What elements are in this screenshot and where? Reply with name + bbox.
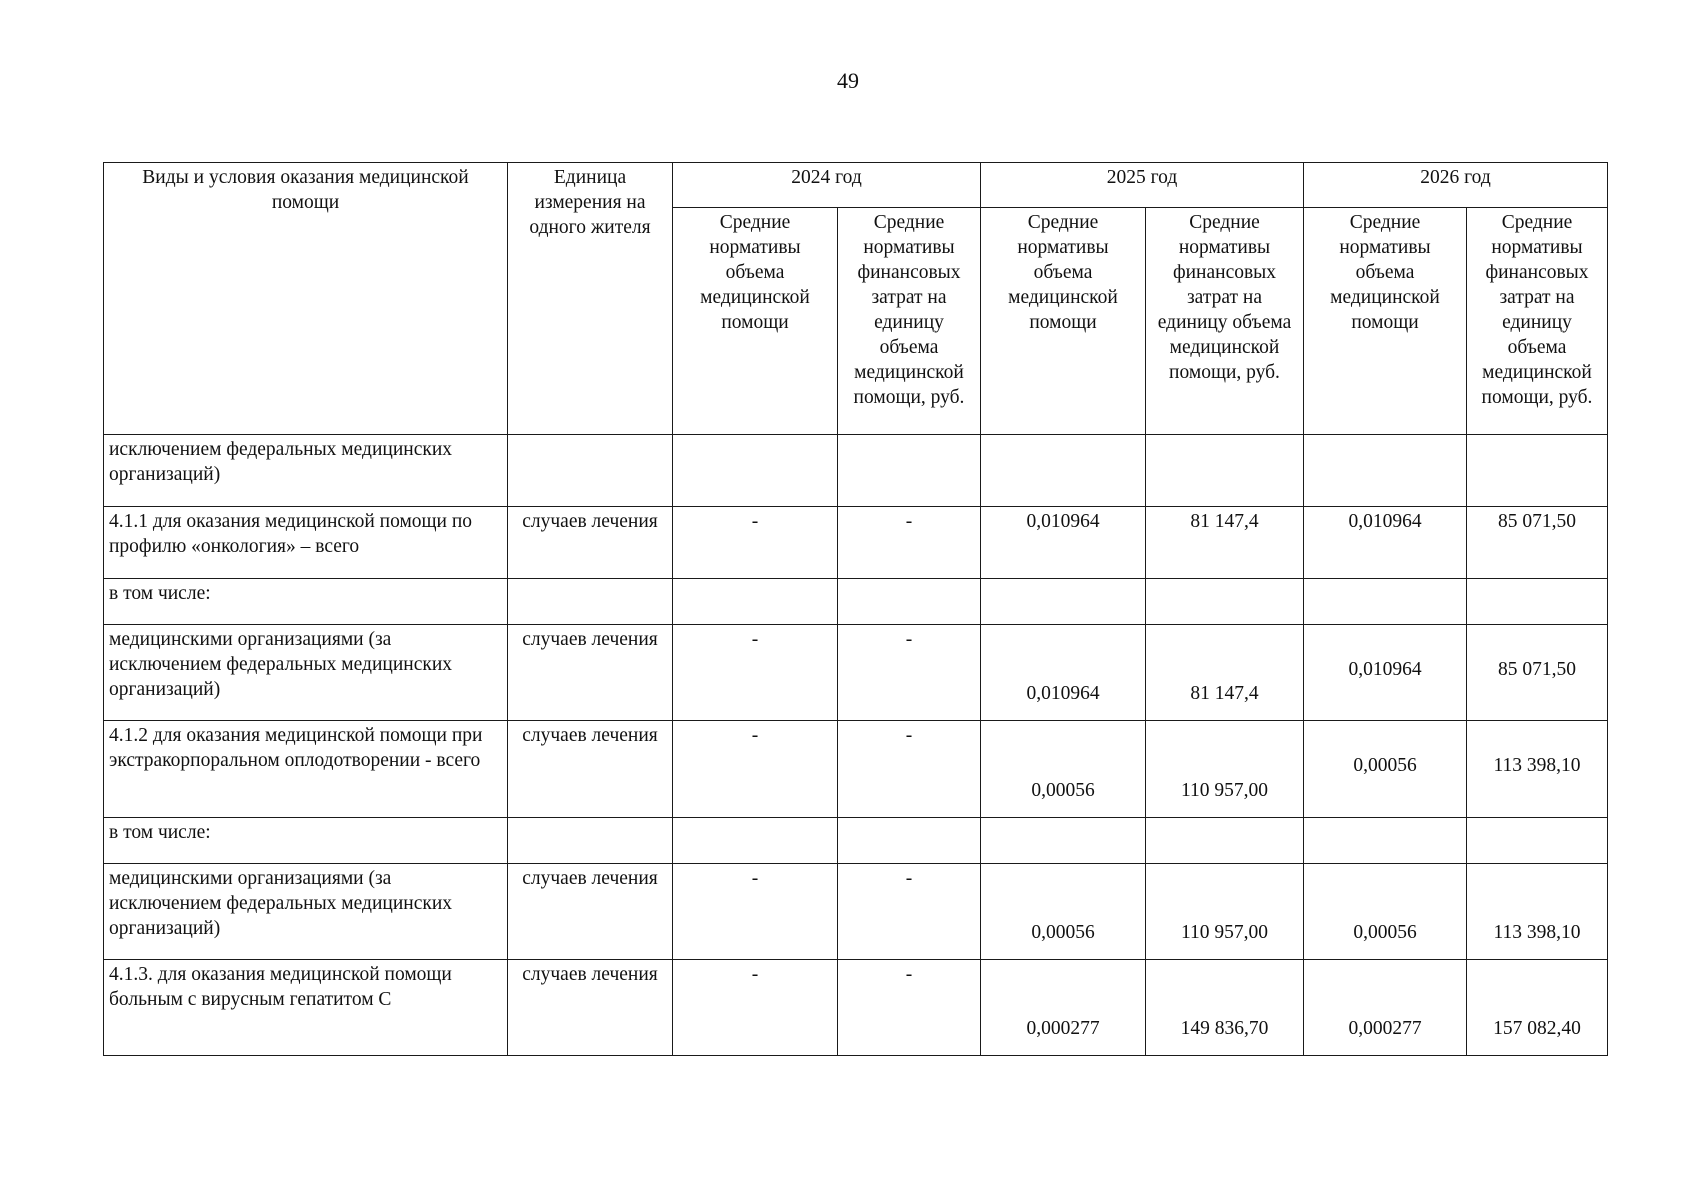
cost-2024: - <box>838 960 981 1056</box>
row-unit <box>508 818 673 864</box>
volume-2024: - <box>673 960 838 1056</box>
cost-2026 <box>1467 579 1608 625</box>
volume-2024: - <box>673 864 838 960</box>
volume-2024 <box>673 579 838 625</box>
cost-2025 <box>1146 818 1304 864</box>
cost-2026 <box>1467 435 1608 507</box>
header-volume-2026: Средние нормативы объема медицинской помощи <box>1304 208 1467 435</box>
volume-2026 <box>1304 818 1467 864</box>
row-name: в том числе: <box>104 818 508 864</box>
row-name: 4.1.1 для оказания медицинской помощи по профилю «онкология» – всего <box>104 507 508 579</box>
header-year-2024: 2024 год <box>673 163 981 208</box>
norms-table <box>103 162 1608 1056</box>
volume-2026 <box>1304 435 1467 507</box>
row-unit <box>508 435 673 507</box>
volume-2025 <box>981 579 1146 625</box>
row-name: исключением федеральных медицинских организаций) <box>104 435 508 507</box>
cost-2025: 81 147,4 <box>1146 625 1304 721</box>
volume-2025: 0,00056 <box>981 721 1146 818</box>
volume-2024 <box>673 818 838 864</box>
table-row <box>104 960 1608 1056</box>
cost-2024: - <box>838 721 981 818</box>
cost-2024: - <box>838 864 981 960</box>
volume-2025: 0,000277 <box>981 960 1146 1056</box>
volume-2025: 0,010964 <box>981 625 1146 721</box>
cost-2026 <box>1467 818 1608 864</box>
row-unit: случаев лечения <box>508 507 673 579</box>
row-name: медицинскими организациями (за исключением федеральных медицинских организаций) <box>104 625 508 721</box>
cost-2025 <box>1146 579 1304 625</box>
header-unit: Единица измерения на одного жителя <box>508 163 673 435</box>
volume-2026: 0,010964 <box>1304 625 1467 721</box>
volume-2026: 0,00056 <box>1304 721 1467 818</box>
cost-2026: 157 082,40 <box>1467 960 1608 1056</box>
cost-2024: - <box>838 507 981 579</box>
row-unit <box>508 579 673 625</box>
row-name: 4.1.3. для оказания медицинской помощи больным с вирусным гепатитом С <box>104 960 508 1056</box>
header-cost-2026: Средние нормативы финансовых затрат на единицу объема медицинской помощи, руб. <box>1467 208 1608 435</box>
volume-2024: - <box>673 507 838 579</box>
volume-2024: - <box>673 625 838 721</box>
header-year-2026: 2026 год <box>1304 163 1608 208</box>
cost-2026: 113 398,10 <box>1467 721 1608 818</box>
volume-2026 <box>1304 579 1467 625</box>
header-name: Виды и условия оказания медицинской помощи <box>104 163 508 435</box>
volume-2025 <box>981 435 1146 507</box>
row-unit: случаев лечения <box>508 625 673 721</box>
table-row <box>104 507 1608 579</box>
header-volume-2025: Средние нормативы объема медицинской помощи <box>981 208 1146 435</box>
header-cost-2024: Средние нормативы финансовых затрат на единицу объема медицинской помощи, руб. <box>838 208 981 435</box>
volume-2026: 0,000277 <box>1304 960 1467 1056</box>
cost-2026: 85 071,50 <box>1467 507 1608 579</box>
table-row <box>104 625 1608 721</box>
row-name: в том числе: <box>104 579 508 625</box>
cost-2025: 149 836,70 <box>1146 960 1304 1056</box>
header-row-years <box>104 163 1608 208</box>
table-row <box>104 435 1608 507</box>
header-year-2025: 2025 год <box>981 163 1304 208</box>
cost-2025 <box>1146 435 1304 507</box>
cost-2024 <box>838 818 981 864</box>
cost-2026: 85 071,50 <box>1467 625 1608 721</box>
row-name: медицинскими организациями (за исключением федеральных медицинских организаций) <box>104 864 508 960</box>
cost-2025: 110 957,00 <box>1146 721 1304 818</box>
table-row <box>104 864 1608 960</box>
volume-2026: 0,00056 <box>1304 864 1467 960</box>
row-unit: случаев лечения <box>508 721 673 818</box>
page-number: 49 <box>837 68 859 93</box>
volume-2024 <box>673 435 838 507</box>
cost-2024 <box>838 579 981 625</box>
cost-2025: 110 957,00 <box>1146 864 1304 960</box>
cost-2024: - <box>838 625 981 721</box>
cost-2026: 113 398,10 <box>1467 864 1608 960</box>
volume-2024: - <box>673 721 838 818</box>
header-volume-2024: Средние нормативы объема медицинской помощи <box>673 208 838 435</box>
row-name: 4.1.2 для оказания медицинской помощи при экстракорпоральном оплодотворении - всего <box>104 721 508 818</box>
volume-2025: 0,010964 <box>981 507 1146 579</box>
row-unit: случаев лечения <box>508 960 673 1056</box>
row-unit: случаев лечения <box>508 864 673 960</box>
table-row <box>104 818 1608 864</box>
cost-2024 <box>838 435 981 507</box>
cost-2025: 81 147,4 <box>1146 507 1304 579</box>
table-row <box>104 721 1608 818</box>
volume-2026: 0,010964 <box>1304 507 1467 579</box>
volume-2025 <box>981 818 1146 864</box>
table-row <box>104 579 1608 625</box>
volume-2025: 0,00056 <box>981 864 1146 960</box>
header-cost-2025: Средние нормативы финансовых затрат на единицу объема медицинской помощи, руб. <box>1146 208 1304 435</box>
